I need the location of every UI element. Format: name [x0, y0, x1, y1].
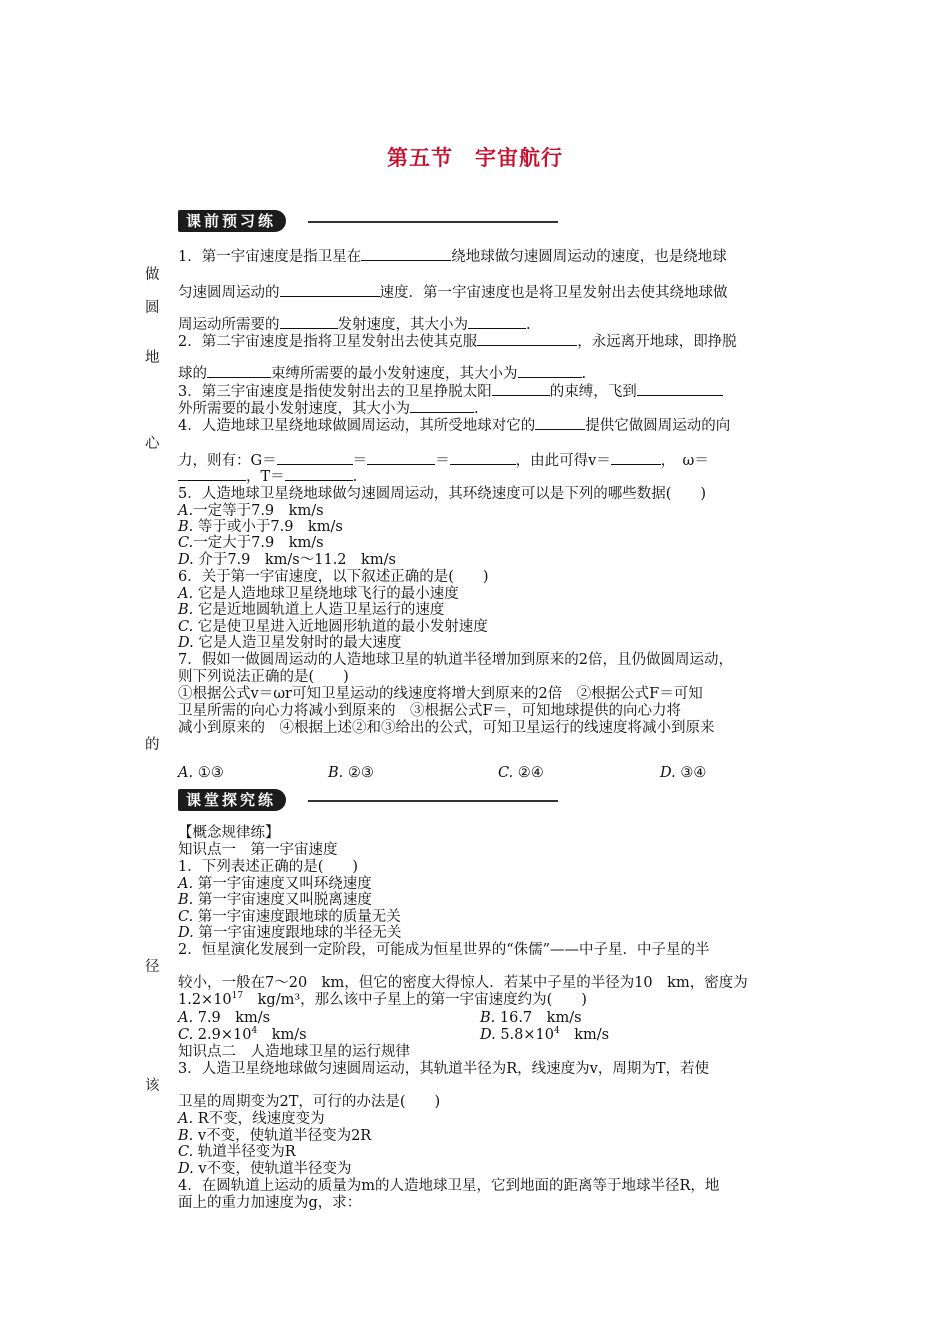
subsection-heading: 【概念规律练】	[178, 825, 280, 841]
c1-option-d: D. 第一宇宙速度跟地球的半径无关	[178, 925, 402, 941]
q5-stem: 5．人造地球卫星绕地球做匀速圆周运动，其环绕速度可以是下列的哪些数据( )	[178, 486, 707, 502]
q5-option-d: D. 介于7.9 km/s～11.2 km/s	[178, 552, 396, 568]
q2-line2: 球的 束缚所需要的最小发射速度，其大小为 .	[178, 362, 586, 383]
margin-char: 心	[145, 436, 160, 452]
banner-dot-icon	[292, 794, 303, 805]
q2-line1: 2．第二宇宙速度是指将卫星发射出去使其克服 ，永远离开地球，即挣脱	[178, 330, 737, 351]
q5-option-a: A.一定等于7.9 km/s	[178, 503, 324, 519]
q7-line2: 则下列说法正确的是( )	[178, 669, 349, 685]
section-label: 课堂探究练	[178, 789, 286, 811]
q6-option-d: D. 它是人造卫星发射时的最大速度	[178, 635, 402, 651]
q1-line1: 1．第一宇宙速度是指卫星在 绕地球做匀速圆周运动的速度，也是绕地球	[178, 245, 727, 266]
section-label: 课前预习练	[178, 210, 286, 232]
c1-option-b: B. 第一宇宙速度又叫脱离速度	[178, 892, 372, 908]
margin-char: 该	[145, 1078, 160, 1094]
knowledge-point-2: 知识点二 人造地球卫星的运行规律	[178, 1044, 410, 1060]
q1-line3: 周运动所需要的 发射速度，其大小为 .	[178, 313, 531, 334]
q6-option-b: B. 它是近地圆轨道上人造卫星运行的速度	[178, 602, 445, 618]
q6-option-c: C. 它是使卫星进入近地圆形轨道的最小发射速度	[178, 619, 488, 635]
banner-rule	[308, 800, 558, 802]
q7-line5: 减小到原来的 ④根据上述②和③给出的公式，可知卫星运行的线速度将减小到原来	[178, 720, 715, 736]
q4-line3: ，T＝ .	[178, 465, 357, 486]
section-banner-class	[178, 787, 558, 813]
q6-stem: 6．关于第一宇宙速度，以下叙述正确的是( )	[178, 569, 489, 585]
q5-option-b: B. 等于或小于7.9 km/s	[178, 519, 343, 535]
c2-line2: 较小，一般在7～20 km，但它的密度大得惊人．若某中子星的半径为10 km，密度为	[178, 975, 748, 991]
c3-option-a: A. R不变，线速度变为	[178, 1111, 325, 1127]
section-banner-preview	[178, 208, 558, 234]
c3-line1: 3．人造卫星绕地球做匀速圆周运动，其轨道半径为R，线速度为v，周期为T，若使	[178, 1061, 710, 1077]
c3-option-b: B. v不变，使轨道半径变为2R	[178, 1128, 372, 1144]
c4-line1: 4．在圆轨道上运动的质量为m的人造地球卫星，它到地面的距离等于地球半径R，地	[178, 1178, 720, 1194]
q4-line1: 4．人造地球卫星绕地球做圆周运动，其所受地球对它的 提供它做圆周运动的向	[178, 414, 730, 435]
c3-option-d: D. v不变，使轨道半径变为	[178, 1161, 352, 1177]
c3-option-c: C. 轨道半径变为R	[178, 1144, 296, 1160]
q3-line2: 外所需要的最小发射速度，其大小为 .	[178, 397, 479, 418]
q6-option-a: A. 它是人造地球卫星绕地球飞行的最小速度	[178, 586, 459, 602]
c2-line1: 2．恒星演化发展到一定阶段，可能成为恒星世界的“侏儒”——中子星．中子星的半	[178, 942, 710, 958]
q1-line2: 匀速圆周运动的 速度．第一宇宙速度也是将卫星发射出去使其绕地球做	[178, 281, 728, 302]
q4-line2: 力，则有：G＝ ＝ ＝ ，由此可得v＝ ， ω＝	[178, 449, 709, 470]
q7-line3: ①根据公式v＝ωr可知卫星运动的线速度将增大到原来的2倍 ②根据公式F＝可知	[178, 686, 703, 702]
margin-char: 径	[145, 959, 160, 975]
page-title: 第五节 宇宙航行	[387, 146, 563, 170]
q5-option-c: C.一定大于7.9 km/s	[178, 535, 324, 551]
margin-char: 做	[145, 267, 160, 283]
c1-option-c: C. 第一宇宙速度跟地球的质量无关	[178, 909, 401, 925]
banner-rule	[308, 221, 558, 223]
c1-stem: 1．下列表述正确的是( )	[178, 859, 359, 875]
q3-line1: 3．第三宇宙速度是指使发射出去的卫星挣脱太阳 的束缚，飞到	[178, 380, 723, 401]
c1-option-a: A. 第一宇宙速度又叫环绕速度	[178, 876, 372, 892]
margin-char: 地	[145, 350, 160, 366]
q7-line1: 7．假如一做圆周运动的人造地球卫星的轨道半径增加到原来的2倍，且仍做圆周运动，	[178, 652, 733, 668]
c2-line3: $1.2\times 10^{17}$ kg/m³，那么该中子星上的第一宇宙速度约为( )	[178, 991, 587, 1008]
knowledge-point-1: 知识点一 第一宇宙速度	[178, 842, 338, 858]
margin-char: 圆	[145, 300, 160, 316]
q7-line4: 卫星所需的向心力将减小到原来的 ③根据公式F＝，可知地球提供的向心力将	[178, 703, 682, 719]
margin-char: 的	[145, 737, 160, 753]
banner-dot-icon	[292, 215, 303, 226]
c4-line2: 面上的重力加速度为g，求：	[178, 1195, 362, 1211]
c3-line2: 卫星的周期变为2T，可行的办法是( )	[178, 1094, 441, 1110]
